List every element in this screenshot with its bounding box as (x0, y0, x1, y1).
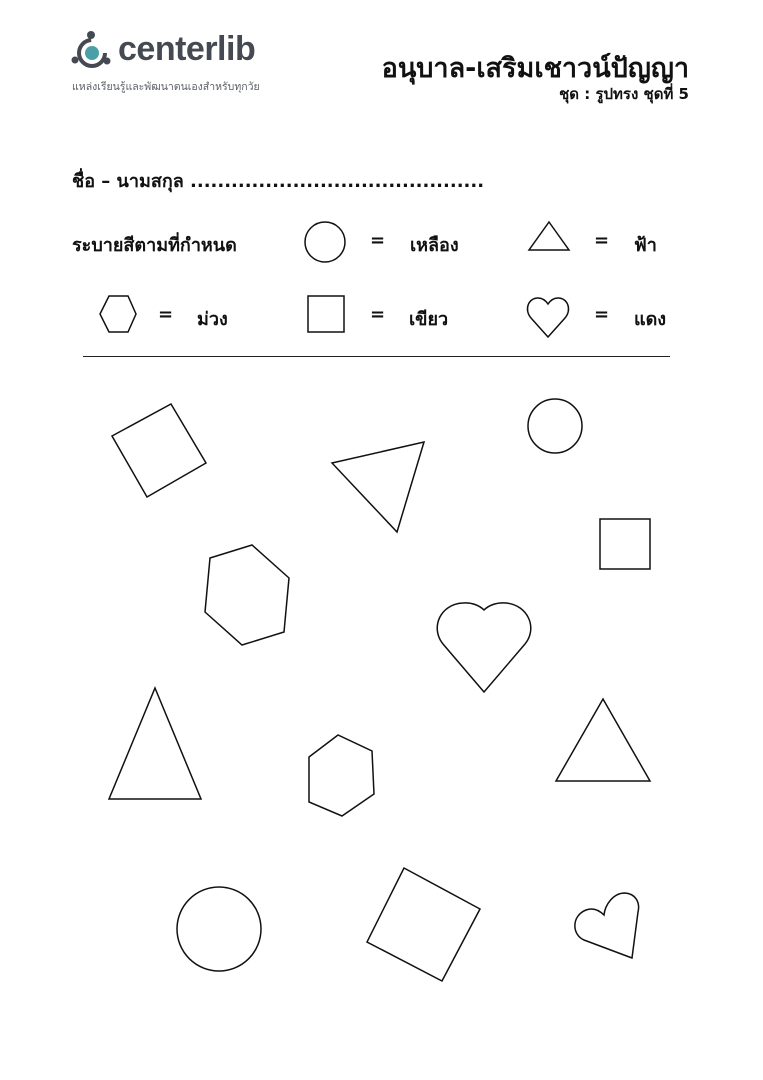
heart-shape-2[interactable] (575, 893, 639, 958)
legend-equals: = (370, 230, 386, 251)
hexagon-shape-2[interactable] (309, 735, 374, 816)
square-shape-2[interactable] (600, 519, 650, 569)
triangle-shape-2[interactable] (109, 688, 201, 799)
circle-shape-1[interactable] (528, 399, 582, 453)
worksheet-title: อนุบาล-เสริมเชาวน์ปัญญา (381, 53, 689, 84)
legend-equals: = (594, 304, 610, 325)
hexagon-shape-1[interactable] (205, 545, 289, 645)
legend-color-purple: ม่วง (197, 309, 228, 330)
triangle-shape-3[interactable] (556, 699, 650, 781)
legend-equals: = (370, 304, 386, 325)
legend-color-green: เขียว (409, 309, 449, 330)
legend-equals: = (594, 230, 610, 251)
square-shape-1[interactable] (112, 404, 206, 497)
worksheet-subtitle: ชุด : รูปทรง ชุดที่ 5 (559, 85, 689, 103)
square-shape-3[interactable] (367, 868, 480, 981)
circle-shape-2[interactable] (177, 887, 261, 971)
brand-name: centerlib (118, 30, 256, 68)
legend-equals: = (158, 304, 174, 325)
name-field[interactable]: ชื่อ – นามสกุล ........................................... (72, 171, 485, 192)
instruction-label: ระบายสีตามที่กำหนด (72, 235, 237, 256)
legend-color-yellow: เหลือง (410, 235, 459, 256)
legend-color-red: แดง (634, 309, 667, 330)
brand-tagline: แหล่งเรียนรู้และพัฒนาตนเองสำหรับทุกวัย (72, 81, 260, 93)
heart-shape-1[interactable] (437, 603, 531, 692)
triangle-shape-1[interactable] (332, 442, 424, 532)
legend-color-blue: ฟ้า (634, 235, 657, 256)
